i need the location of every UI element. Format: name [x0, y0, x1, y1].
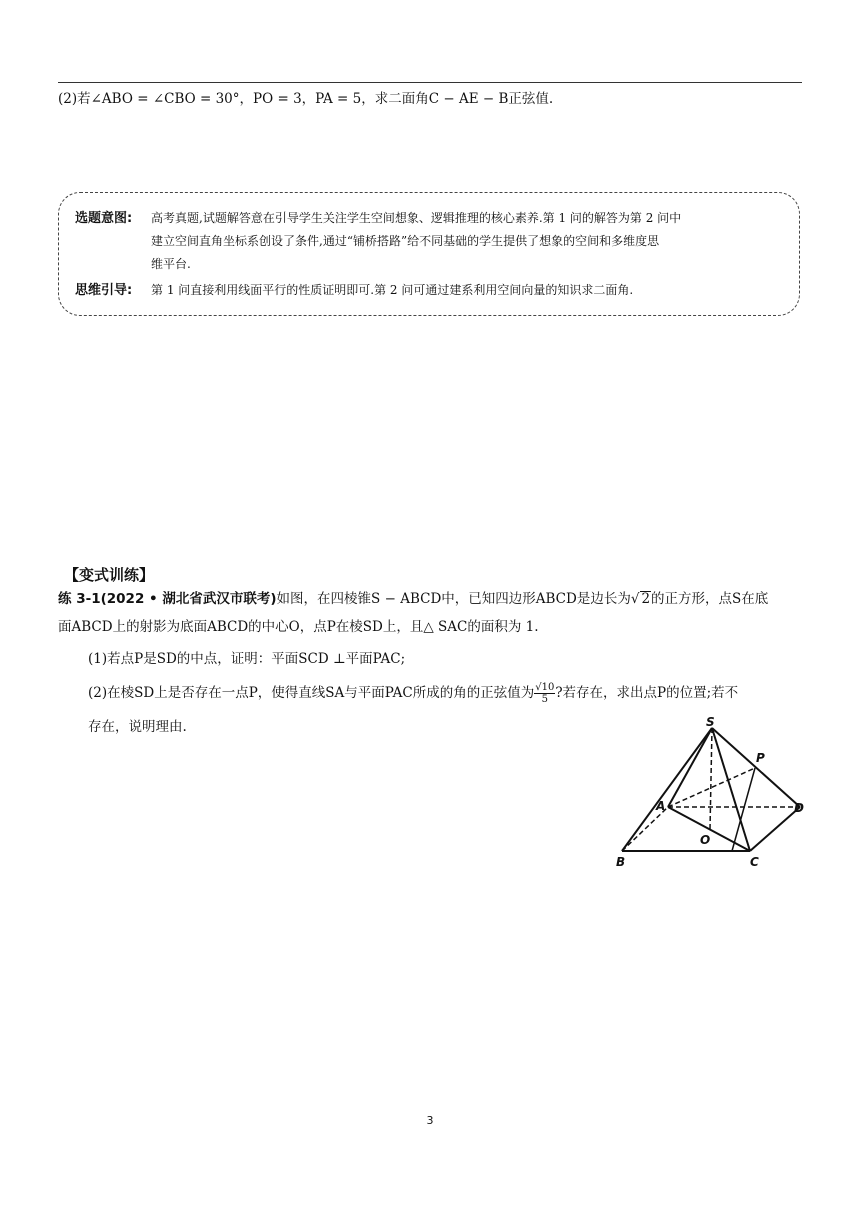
guide-label: 思维引导: [75, 283, 133, 298]
edge-SA [668, 728, 712, 807]
intent-label: 选题意图: [75, 211, 133, 226]
exercise-line-1: 练 3-1(2022 • 湖北省武汉市联考)如图，在四棱锥S − ABCD中，已知四边形ABCD是边长为√ 2的正方形，点S在底 [58, 591, 769, 607]
sqrt-two: 2 [641, 591, 651, 607]
fraction-sqrt10-over-5: $\frac{√10}{5}$ [535, 682, 555, 705]
label-C: C [750, 855, 759, 869]
edge-SB [622, 728, 712, 851]
exercise-part-1: (1)若点P是SD的中点，证明：平面SCD ⊥平面PAC; [88, 651, 406, 667]
edge-SO [710, 728, 712, 829]
pyramid-figure [608, 715, 808, 874]
header-rule [58, 82, 802, 83]
edge-CD [750, 807, 800, 851]
question-part-2: (2)若∠ABO = ∠CBO = 30°，PO = 3，PA = 5，求二面角C − AE − B正弦值. [58, 91, 554, 107]
intent-text: 高考真题,试题解答意在引导学生关注学生空间想象、逻辑推理的核心素养.第 1 问的解答为第 2 问中 建立空间直角坐标系创设了条件,通过“铺桥搭路”给不同基础的学生提供了想象的空间和多维度思 维平台. [151, 211, 682, 271]
label-P: P [756, 751, 765, 765]
label-S: S [706, 715, 715, 729]
section-title: 【变式训练】 [64, 566, 155, 584]
label-O: O [700, 833, 711, 847]
edge-AB [622, 807, 668, 851]
exercise-source: (2022 • 湖北省武汉市联考) [100, 591, 277, 607]
label-A: A [656, 799, 666, 813]
edge-PC [732, 768, 755, 851]
guide-text: 第 1 问直接利用线面平行的性质证明即可.第 2 问可通过建系利用空间向量的知识求二面角. [151, 283, 634, 297]
intent-box [58, 192, 800, 316]
page-number: 3 [426, 1114, 434, 1127]
exercise-tag: 练 3-1 [58, 591, 101, 607]
label-B: B [616, 855, 626, 869]
exercise-part-2-cont: 存在，说明理由. [88, 719, 187, 735]
exercise-part-2: (2)在棱SD上是否存在一点P，使得直线SA与平面PAC所成的角的正弦值为 $\frac{√10}{5}$ ?若存在，求出点P的位置;若不 [88, 682, 739, 705]
exercise-line-2: 面ABCD上的射影为底面ABCD的中心O，点P在棱SD上，且△ SAC的面积为 1. [58, 619, 539, 635]
label-D: D [794, 801, 804, 815]
